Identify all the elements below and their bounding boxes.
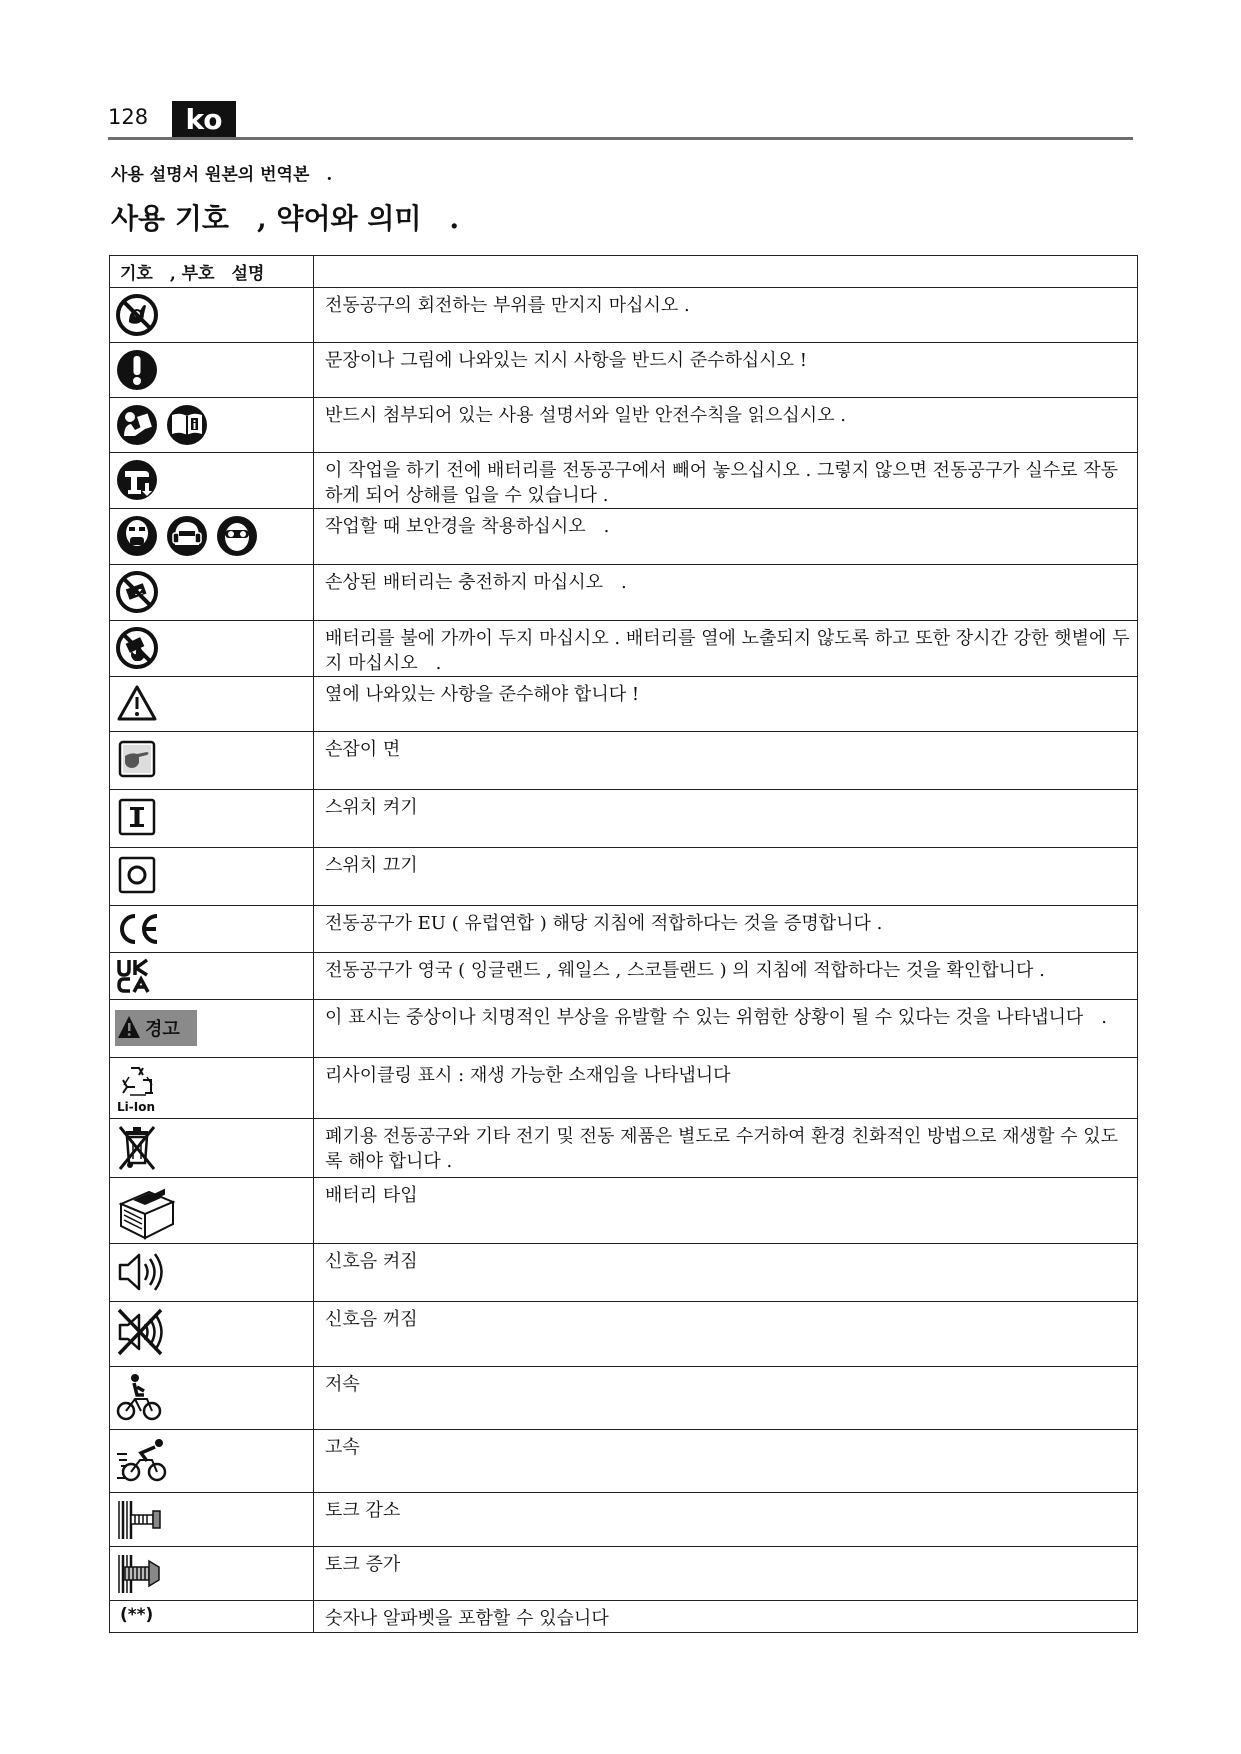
row-description: 신호음 켜짐 [325, 1251, 418, 1272]
header-description-cell [314, 256, 1137, 261]
warning-triangle-icon [115, 681, 159, 727]
row-description: 손상된 배터리는 충전하지 마십시오 . [325, 572, 627, 593]
row-description: 문장이나 그림에 나와있는 지시 사항을 반드시 준수하십시오 ! [325, 350, 807, 371]
table-row [110, 790, 1138, 848]
code-cell: (**) [120, 1605, 154, 1625]
row-description: 고속 [325, 1437, 360, 1458]
battery-pack-icon [115, 1182, 177, 1240]
read-manual-icon [115, 402, 159, 448]
grip-surface-icon [115, 736, 159, 782]
ce-mark-icon [115, 910, 163, 948]
row-description: 배터리를 불에 가까이 두지 마십시오 . 배터리를 열에 노출되지 않도록 하고 또한 장시간 강한 햇볕에 두지 마십시오 . [325, 628, 1130, 674]
page-number: 128 [108, 105, 149, 129]
header-symbol-cell: 기호 , 부호 설명 [120, 264, 265, 284]
row-description: 이 표시는 중상이나 치명적인 부상을 유발할 수 있는 위험한 상황이 될 수 있다는 것을 나타냅니다 . [325, 1007, 1107, 1028]
row-description: 숫자나 알파벳을 포함할 수 있습니다 [325, 1608, 609, 1629]
svg-text:Li-Ion: Li-Ion [117, 1100, 155, 1114]
table-row [110, 1244, 1138, 1302]
page-title: 사용 기호 , 약어와 의미 . [111, 202, 460, 235]
table-row [110, 953, 1138, 1000]
no-touch-rotating-icon [115, 292, 159, 338]
screw-torque-low-icon [115, 1497, 165, 1543]
table-row [110, 1547, 1138, 1601]
switch-on-icon [115, 794, 159, 840]
row-description: 스위치 켜기 [325, 797, 418, 818]
row-description: 전동공구가 EU ( 유럽연합 ) 해당 지침에 적합하다는 것을 증명합니다 . [325, 913, 883, 934]
ukca-mark-icon [115, 957, 155, 995]
speaker-off-icon [115, 1306, 167, 1358]
manual-book-icon [165, 402, 209, 448]
svg-text:경고: 경고 [145, 1019, 180, 1040]
table-header-row [110, 256, 1138, 288]
row-description: 배터리 타입 [325, 1185, 418, 1206]
row-description: 토크 증가 [325, 1554, 401, 1575]
li-ion-recycling-icon [115, 1062, 161, 1114]
table-row [110, 509, 1138, 565]
document-subtitle: 사용 설명서 원본의 번역본 . [111, 165, 333, 185]
table-row [110, 1058, 1138, 1119]
mandatory-action-icon [115, 347, 159, 393]
remove-battery-icon [115, 457, 159, 503]
table-row [110, 1000, 1138, 1058]
table-row [110, 1601, 1138, 1633]
table-row [110, 1493, 1138, 1547]
row-description: 작업할 때 보안경을 착용하십시오 . [325, 516, 610, 537]
table-row [110, 621, 1138, 677]
table-row [110, 906, 1138, 953]
ear-protection-icon [165, 513, 209, 559]
speaker-on-icon [115, 1248, 167, 1296]
row-description: 이 작업을 하기 전에 배터리를 전동공구에서 빼어 놓으십시오 . 그렇지 않으면 전동공구가 실수로 작동하게 되어 상해를 입을 수 있습니다 . [325, 460, 1119, 506]
cyclist-slow-icon [115, 1371, 165, 1423]
no-fire-battery-icon [115, 625, 159, 671]
symbols-table [109, 255, 1138, 1633]
table-row [110, 343, 1138, 398]
crossed-bin-icon [115, 1123, 159, 1173]
row-description: 폐기용 전동공구와 기타 전기 및 전동 제품은 별도로 수거하여 환경 친화적인 방법으로 재생할 수 있도록 해야 합니다 . [325, 1126, 1119, 1172]
no-charge-damaged-battery-icon [115, 569, 159, 615]
respirator-icon [115, 513, 159, 559]
table-row [110, 848, 1138, 906]
row-description: 신호음 꺼짐 [325, 1309, 418, 1330]
table-row [110, 732, 1138, 790]
table-row [110, 1178, 1138, 1244]
table-row [110, 1430, 1138, 1493]
row-description: 저속 [325, 1374, 360, 1395]
warning-label-icon [115, 1010, 197, 1046]
switch-off-icon [115, 852, 159, 898]
row-description: 반드시 첨부되어 있는 사용 설명서와 일반 안전수칙을 읽으십시오 . [325, 405, 846, 426]
row-description: 옆에 나와있는 사항을 준수해야 합니다 ! [325, 684, 640, 705]
row-description: 리사이클링 표시 : 재생 가능한 소재임을 나타냅니다 [325, 1065, 731, 1086]
row-description: 스위치 끄기 [325, 855, 418, 876]
screw-torque-high-icon [115, 1551, 165, 1597]
cyclist-fast-icon [115, 1434, 171, 1486]
safety-goggles-icon [215, 513, 259, 559]
row-description: 전동공구의 회전하는 부위를 만지지 마십시오 . [325, 295, 690, 316]
table-row [110, 288, 1138, 343]
row-description: 전동공구가 영국 ( 잉글랜드 , 웨일스 , 스코틀랜드 ) 의 지침에 적합하다는 것을 확인합니다 . [325, 960, 1045, 981]
table-row [110, 1119, 1138, 1178]
row-description: 토크 감소 [325, 1500, 401, 1521]
language-badge: ko [172, 101, 236, 139]
table-row [110, 1367, 1138, 1430]
table-row [110, 565, 1138, 621]
header-rule [108, 137, 1133, 140]
row-description: 손잡이 면 [325, 739, 401, 760]
table-row [110, 453, 1138, 509]
table-row [110, 398, 1138, 453]
table-row [110, 1302, 1138, 1367]
table-row [110, 677, 1138, 732]
